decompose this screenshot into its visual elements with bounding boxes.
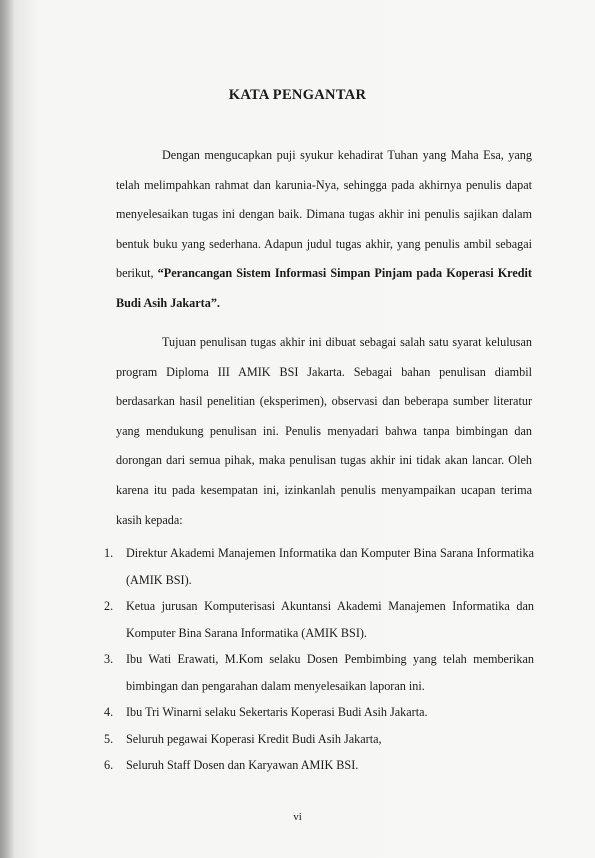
list-item-number: 4. bbox=[104, 705, 114, 719]
list-item-text: Ibu Wati Erawati, M.Kom selaku Dosen Pembimbing yang telah memberikan bimbingan dan pengarahan dalam menyelesaikan laporan ini. bbox=[126, 652, 534, 693]
list-item bbox=[104, 540, 534, 593]
list-item bbox=[104, 699, 534, 726]
list-item bbox=[104, 593, 534, 646]
list-item-text: Direktur Akademi Manajemen Informatika dan Komputer Bina Sarana Informatika (AMIK BSI). bbox=[126, 546, 534, 587]
page-title: KATA PENGANTAR bbox=[228, 87, 367, 103]
page-number: vi bbox=[293, 811, 302, 823]
list-item-text: Ibu Tri Winarni selaku Sekertaris Koperasi Budi Asih Jakarta. bbox=[126, 705, 428, 719]
list-item bbox=[104, 726, 534, 753]
list-item-number: 2. bbox=[104, 599, 114, 613]
list-item-number: 1. bbox=[104, 546, 114, 560]
paragraph-intro-text: Dengan mengucapkan puji syukur kehadirat Tuhan yang Maha Esa, yang telah melimpahkan rahmat dan karunia-Nya, sehingga pada akhirnya penulis dapat menyelesaikan tugas ini dengan baik. Dimana tugas akhir ini penulis sajikan dalam bentuk buku yang sederhana. Adapun judul tugas akhir, yang penulis ambil sebagai berikut, bbox=[116, 148, 532, 281]
list-item bbox=[104, 752, 534, 779]
paragraph-intro bbox=[116, 141, 532, 319]
list-item-text: Seluruh Staff Dosen dan Karyawan AMIK BSI. bbox=[126, 758, 359, 772]
list-item bbox=[104, 646, 534, 699]
page-binding-shadow bbox=[0, 0, 14, 858]
list-item-number: 5. bbox=[104, 731, 114, 746]
list-item-number: 3. bbox=[104, 652, 114, 666]
thesis-title: “Perancangan Sistem Informasi Simpan Pinjam pada Koperasi Kredit Budi Asih Jakarta”. bbox=[116, 266, 532, 310]
paragraph-purpose: Tujuan penulisan tugas akhir ini dibuat sebagai salah satu syarat kelulusan program Diploma III AMIK BSI Jakarta. Sebagai bahan penulisan diambil berdasarkan hasil penelitian (eksperimen), observasi dan beberapa sumber literatur yang mendukung penulisan ini. Penulis menyadari bahwa tanpa bimbingan dan dorongan dari semua pihak, maka penulisan tugas akhir ini tidak akan lancar. Oleh karena itu pada kesempatan ini, izinkanlah penulis menyampaikan ucapan terima kasih kepada: bbox=[116, 335, 532, 527]
list-item-text: Seluruh pegawai Koperasi Kredit Budi Asih Jakarta, bbox=[126, 731, 382, 746]
acknowledgement-list bbox=[104, 540, 534, 779]
list-item-number: 6. bbox=[104, 758, 114, 772]
list-item-text: Ketua jurusan Komputerisasi Akuntansi Akademi Manajemen Informatika dan Komputer Bina Sarana Informatika (AMIK BSI). bbox=[126, 599, 534, 640]
